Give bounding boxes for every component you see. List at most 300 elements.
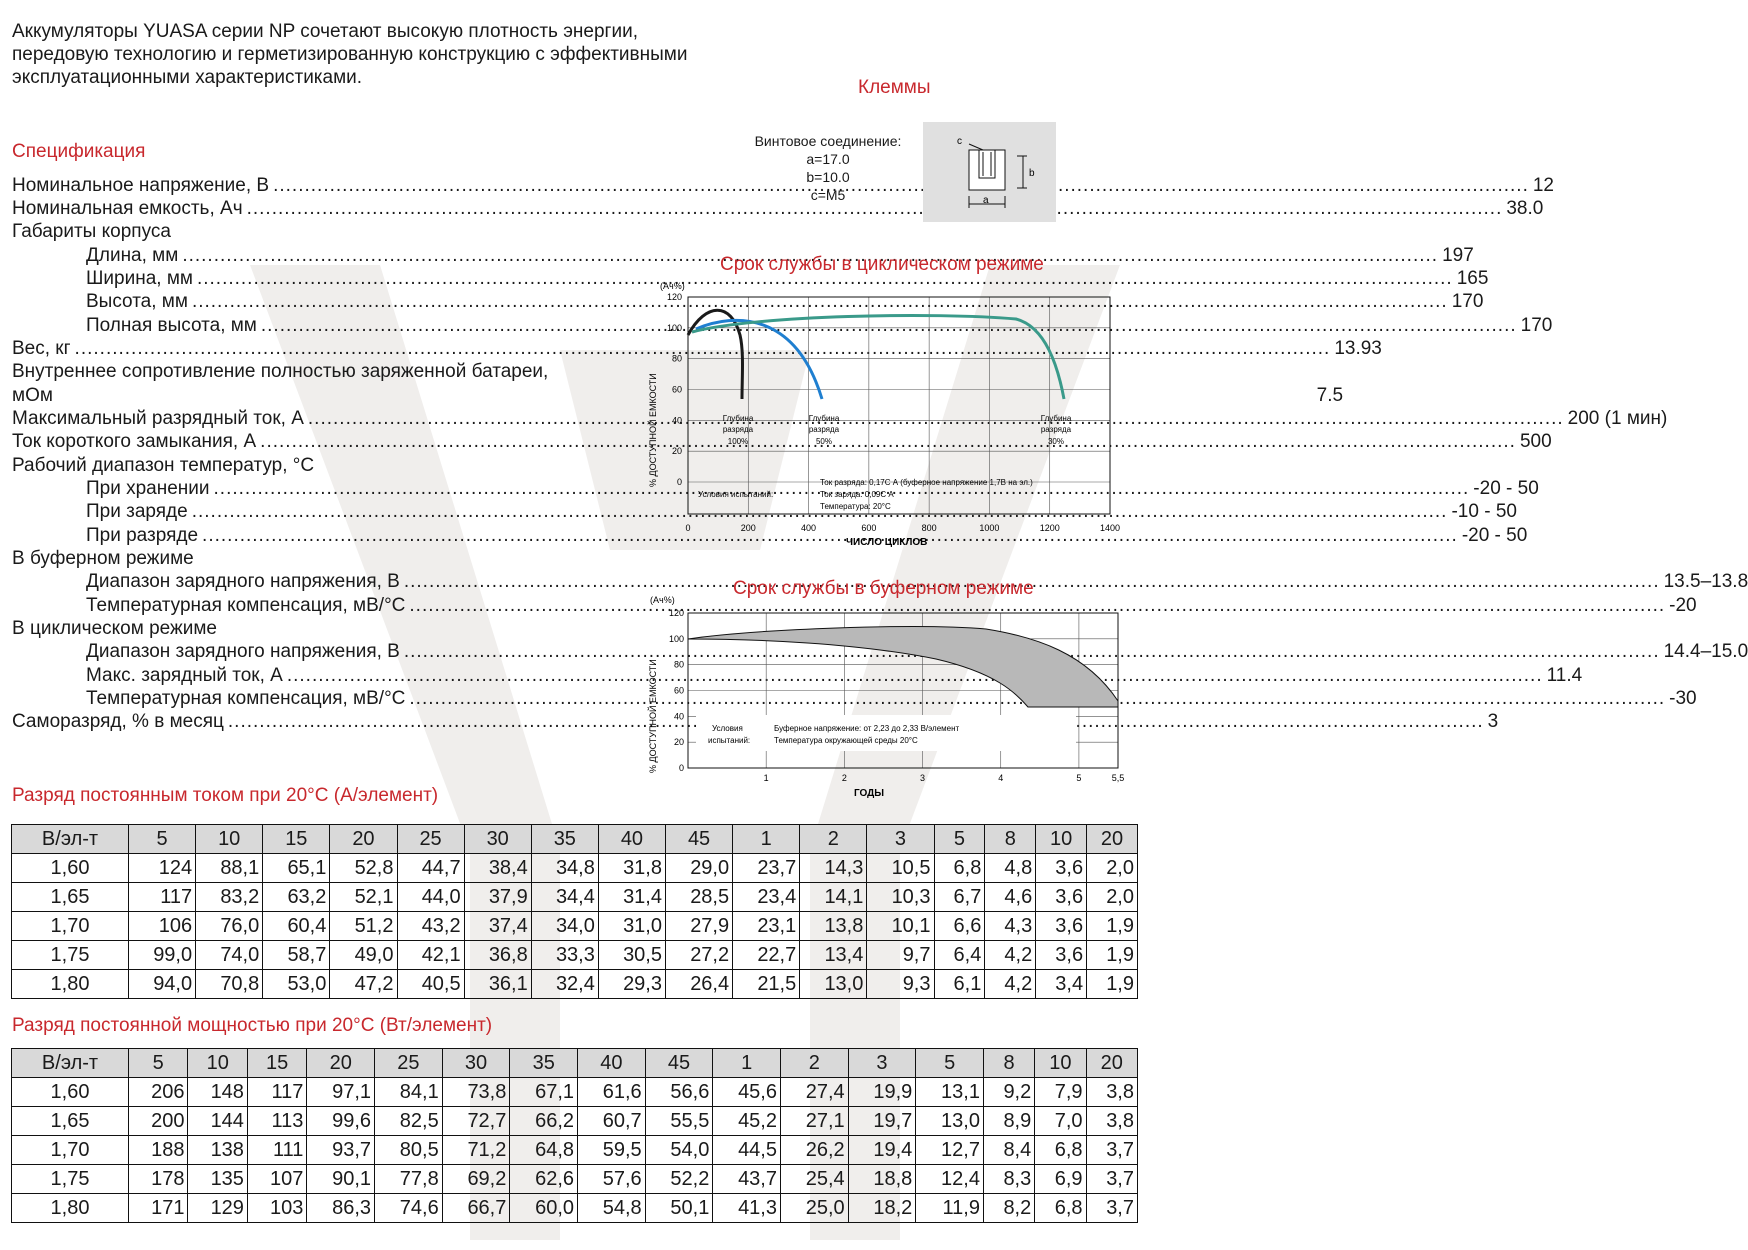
table-cell: 13,8 <box>800 912 867 941</box>
table-cell: 54,8 <box>578 1194 646 1223</box>
table-cell: 6,8 <box>1035 1194 1086 1223</box>
table-cell: 20 <box>1086 1049 1137 1078</box>
table-cell: 65,1 <box>263 854 330 883</box>
table-cell: 40,5 <box>397 970 464 999</box>
test-conditions-title: Условия испытаний: <box>698 490 774 499</box>
table-row <box>12 854 1138 883</box>
y-tick-label: 0 <box>676 477 682 487</box>
table-cell: 3,7 <box>1086 1194 1137 1223</box>
table-cell: 74,0 <box>196 941 263 970</box>
terminals-line: b=10.0 <box>806 169 850 185</box>
table-cell: 99,0 <box>129 941 196 970</box>
table-cell: 23,1 <box>733 912 800 941</box>
float-life-chart <box>636 593 1126 803</box>
table-cell: 73,8 <box>442 1078 510 1107</box>
table-cell: 30 <box>464 825 531 854</box>
table-cell: 19,4 <box>848 1136 916 1165</box>
table-cell: 57,6 <box>578 1165 646 1194</box>
y-tick-label: 20 <box>673 737 684 748</box>
table-cell: 30,5 <box>598 941 665 970</box>
spec-row: Номинальная емкость, Ач ..... 38.0 <box>12 197 605 220</box>
x-tick-label: 1 <box>763 773 769 783</box>
table-cell: 69,2 <box>442 1165 510 1194</box>
table-cell: 33,3 <box>531 941 598 970</box>
table-cell: 41,3 <box>713 1194 781 1223</box>
depth-50-label: Глубина <box>808 414 840 423</box>
table-cell: 3,6 <box>1036 912 1087 941</box>
table-cell: 40 <box>578 1049 646 1078</box>
table-cell: 20 <box>1087 825 1138 854</box>
test-conditions-title: Условия <box>712 724 743 733</box>
table-cell: 1,9 <box>1087 941 1138 970</box>
spec-title: Спецификация <box>12 141 146 162</box>
table-cell: 60,0 <box>510 1194 578 1223</box>
table-cell: 94,0 <box>129 970 196 999</box>
table-cell: 148 <box>188 1078 247 1107</box>
table-cell: 90,1 <box>307 1165 375 1194</box>
table-cell: 3,7 <box>1086 1165 1137 1194</box>
table-cell: 52,2 <box>645 1165 713 1194</box>
table-cell: 9,2 <box>983 1078 1034 1107</box>
table-cell: 171 <box>129 1194 188 1223</box>
table-cell: 10,3 <box>867 883 934 912</box>
table-cell: 188 <box>129 1136 188 1165</box>
x-tick-label: 0 <box>685 523 691 533</box>
table-cell: 13,1 <box>916 1078 984 1107</box>
table-cell: 10 <box>196 825 263 854</box>
table-cell: 63,2 <box>263 883 330 912</box>
table-cell: 43,7 <box>713 1165 781 1194</box>
terminal-label-a: a <box>983 195 989 206</box>
table-cell: 15 <box>247 1049 306 1078</box>
y-tick-label: 80 <box>673 659 684 670</box>
table-cell: 83,2 <box>196 883 263 912</box>
power-discharge-table <box>11 1048 1138 1223</box>
spec-row: Макс. зарядный ток, А ..... 11.4 <box>86 664 608 687</box>
table-cell: 6,9 <box>1035 1165 1086 1194</box>
table-cell: 1,75 <box>12 1165 129 1194</box>
table-cell: 34,8 <box>531 854 598 883</box>
table-cell: 129 <box>188 1194 247 1223</box>
table-cell: 2,0 <box>1087 854 1138 883</box>
table-row <box>12 1136 1138 1165</box>
table-row <box>12 1078 1138 1107</box>
table-cell: В/эл-т <box>12 1049 129 1078</box>
table-cell: 1,60 <box>12 854 129 883</box>
table-cell: 40 <box>598 825 665 854</box>
spec-row: В циклическом режиме <box>12 618 217 639</box>
table-cell: 124 <box>129 854 196 883</box>
depth-100-label: Глубина <box>722 414 754 423</box>
table-cell: 45 <box>666 825 733 854</box>
table-cell: 12,4 <box>916 1165 984 1194</box>
table-cell: 1,70 <box>12 912 129 941</box>
table-cell: 19,9 <box>848 1078 916 1107</box>
table-cell: 5 <box>129 825 196 854</box>
table-row <box>12 883 1138 912</box>
x-tick-label: 600 <box>861 523 877 533</box>
table-cell: 34,0 <box>531 912 598 941</box>
table-cell: 60,4 <box>263 912 330 941</box>
table-cell: 1,60 <box>12 1078 129 1107</box>
table-cell: 103 <box>247 1194 306 1223</box>
test-conditions-line: Буферное напряжение: от 2,23 до 2,33 В/элемент <box>774 724 960 733</box>
table-cell: 71,2 <box>442 1136 510 1165</box>
table-cell: 3 <box>848 1049 916 1078</box>
table-cell: 70,8 <box>196 970 263 999</box>
spec-row: Температурная компенсация, мВ/°С ..... -30 <box>86 687 606 710</box>
table-cell: 3,6 <box>1036 854 1087 883</box>
table-cell: 45,2 <box>713 1107 781 1136</box>
table-cell: 36,8 <box>464 941 531 970</box>
depth-100-label: 100% <box>727 437 749 446</box>
table-cell: 4,8 <box>985 854 1036 883</box>
table-cell: 3,4 <box>1036 970 1087 999</box>
table-cell: 9,3 <box>867 970 934 999</box>
table-cell: 111 <box>247 1136 306 1165</box>
table-cell: 1,75 <box>12 941 129 970</box>
table-cell: 44,0 <box>397 883 464 912</box>
table-cell: 7,0 <box>1035 1107 1086 1136</box>
table-cell: 72,7 <box>442 1107 510 1136</box>
table-cell: 5 <box>129 1049 188 1078</box>
table-row <box>12 1107 1138 1136</box>
table-cell: 97,1 <box>307 1078 375 1107</box>
table-cell: 8 <box>985 825 1036 854</box>
table-cell: 3,6 <box>1036 883 1087 912</box>
y-tick-label: 0 <box>678 763 684 773</box>
x-axis-label: ГОДЫ <box>854 788 885 799</box>
table-cell: 10 <box>1035 1049 1086 1078</box>
table-cell: 3 <box>867 825 934 854</box>
table-cell: 31,8 <box>598 854 665 883</box>
spec-row: При разряде ..... -20 - 50 <box>86 524 610 547</box>
table-cell: 31,4 <box>598 883 665 912</box>
spec-row: Саморазряд, % в месяц ..... 3 <box>12 710 608 733</box>
table-cell: 13,0 <box>800 970 867 999</box>
table-cell: 66,7 <box>442 1194 510 1223</box>
y-unit-label: (Ач%) <box>650 595 675 605</box>
test-conditions-line: Ток заряда: 0,09С А <box>820 490 894 499</box>
current-discharge-table <box>11 824 1138 999</box>
table-cell: 10 <box>1036 825 1087 854</box>
table-cell: 6,4 <box>934 941 985 970</box>
table-cell: 93,7 <box>307 1136 375 1165</box>
table-cell: 55,5 <box>645 1107 713 1136</box>
table-cell: 58,7 <box>263 941 330 970</box>
x-tick-label: 2 <box>841 773 847 783</box>
x-tick-label: 1200 <box>1039 523 1060 533</box>
table-cell: 6,8 <box>934 854 985 883</box>
table-cell: 27,4 <box>781 1078 849 1107</box>
table-cell: 52,8 <box>330 854 397 883</box>
terminal-diagram <box>923 122 1056 222</box>
terminals-line: c=M5 <box>810 187 846 203</box>
table-cell: 66,2 <box>510 1107 578 1136</box>
table-row <box>12 941 1138 970</box>
table-cell: 23,7 <box>733 854 800 883</box>
table-cell: 76,0 <box>196 912 263 941</box>
y-tick-label: 100 <box>666 322 682 333</box>
table-cell: 3,8 <box>1086 1107 1137 1136</box>
depth-30-label: 30% <box>1047 437 1065 446</box>
table-cell: 82,5 <box>375 1107 443 1136</box>
table-row <box>12 1165 1138 1194</box>
table-cell: 50,1 <box>645 1194 713 1223</box>
table-cell: 1,65 <box>12 883 129 912</box>
table-cell: 38,4 <box>464 854 531 883</box>
power-table-title: Разряд постоянной мощностью при 20°С (Вт/элемент) <box>12 1015 493 1036</box>
table-cell: 1,65 <box>12 1107 129 1136</box>
table-cell: 3,8 <box>1086 1078 1137 1107</box>
table-cell: 5 <box>916 1049 984 1078</box>
table-cell: 18,8 <box>848 1165 916 1194</box>
table-cell: 14,1 <box>800 883 867 912</box>
table-cell: 13,4 <box>800 941 867 970</box>
x-axis-label: ЧИСЛО ЦИКЛОВ <box>846 537 928 548</box>
table-cell: 74,6 <box>375 1194 443 1223</box>
table-cell: 51,2 <box>330 912 397 941</box>
table-cell: 26,4 <box>666 970 733 999</box>
table-cell: 23,4 <box>733 883 800 912</box>
table-cell: 35 <box>510 1049 578 1078</box>
table-cell: 53,0 <box>263 970 330 999</box>
test-conditions-line: Температура окружающей среды 20°С <box>774 736 918 745</box>
table-cell: 60,7 <box>578 1107 646 1136</box>
spec-row: Максимальный разрядный ток, А ..... 200 (1 мин) <box>12 407 610 430</box>
intro-text: Аккумуляторы YUASA серии NP сочетают высокую плотность энергии, передовую технологию и герметизированную конструкцию с эффективными эксплуатационными характеристиками. <box>12 21 688 88</box>
table-cell: 4,6 <box>985 883 1036 912</box>
table-row <box>12 1194 1138 1223</box>
terminals-title: Клеммы <box>858 77 931 98</box>
depth-100-label: разряда <box>722 425 754 434</box>
x-tick-label: 1400 <box>1099 523 1121 533</box>
table-cell: 8 <box>983 1049 1034 1078</box>
y-axis-label: % ДОСТУПНОЙ ЕМКОСТИ <box>648 659 658 773</box>
table-cell: 42,1 <box>397 941 464 970</box>
y-tick-label: 120 <box>666 292 682 302</box>
table-cell: 6,7 <box>934 883 985 912</box>
table-cell: 11,9 <box>916 1194 984 1223</box>
table-cell: 10 <box>188 1049 247 1078</box>
spec-row: Высота, мм ..... 170 <box>86 290 610 313</box>
table-cell: 15 <box>263 825 330 854</box>
table-cell: 45,6 <box>713 1078 781 1107</box>
table-cell: 99,6 <box>307 1107 375 1136</box>
x-tick-label: 800 <box>921 523 937 533</box>
table-cell: 37,9 <box>464 883 531 912</box>
terminals-line: Винтовое соединение: <box>754 133 902 149</box>
table-cell: 206 <box>129 1078 188 1107</box>
current-table-title: Разряд постоянным током при 20°С (А/элемент) <box>12 785 439 806</box>
table-header-row <box>12 825 1138 854</box>
table-cell: 2 <box>800 825 867 854</box>
y-tick-label: 40 <box>673 711 684 722</box>
table-cell: 27,2 <box>666 941 733 970</box>
table-cell: 43,2 <box>397 912 464 941</box>
depth-30-label: разряда <box>1040 425 1072 434</box>
table-cell: 4,3 <box>985 912 1036 941</box>
table-cell: 8,9 <box>983 1107 1034 1136</box>
table-cell: 77,8 <box>375 1165 443 1194</box>
table-cell: 20 <box>330 825 397 854</box>
table-cell: 106 <box>129 912 196 941</box>
table-cell: 4,2 <box>985 941 1036 970</box>
table-cell: 113 <box>247 1107 306 1136</box>
table-cell: 67,1 <box>510 1078 578 1107</box>
table-cell: 20 <box>307 1049 375 1078</box>
spec-row: Внутреннее сопротивление полностью заряженной батареи, <box>12 361 549 382</box>
table-cell: 6,1 <box>934 970 985 999</box>
spec-row: мОм 7.5 <box>12 385 1344 406</box>
table-cell: 1,80 <box>12 970 129 999</box>
table-cell: 14,3 <box>800 854 867 883</box>
depth-50-label: 50% <box>815 437 833 446</box>
x-tick-label: 5 <box>1076 773 1082 783</box>
terminal-label-c: c <box>957 136 962 147</box>
table-header-row <box>12 1049 1138 1078</box>
spec-row: Длина, мм ..... 197 <box>86 244 610 267</box>
table-cell: В/эл-т <box>12 825 129 854</box>
table-cell: 5 <box>934 825 985 854</box>
test-conditions-title: испытаний: <box>708 736 751 745</box>
table-cell: 62,6 <box>510 1165 578 1194</box>
table-cell: 144 <box>188 1107 247 1136</box>
y-tick-label: 20 <box>671 446 682 457</box>
series-depth-50 <box>696 320 822 399</box>
table-cell: 34,4 <box>531 883 598 912</box>
table-cell: 1,80 <box>12 1194 129 1223</box>
y-axis-label: % ДОСТУПНОЙ ЕМКОСТИ <box>648 373 658 487</box>
spec-row: Полная высота, мм ..... 170 <box>86 314 610 337</box>
x-tick-label: 3 <box>920 773 926 783</box>
table-cell: 13,0 <box>916 1107 984 1136</box>
table-cell: 25,4 <box>781 1165 849 1194</box>
y-unit-label: (Ач%) <box>660 281 685 291</box>
table-cell: 117 <box>129 883 196 912</box>
spec-row: Ток короткого замыкания, А ..... 500 <box>12 430 610 453</box>
table-cell: 54,0 <box>645 1136 713 1165</box>
table-cell: 18,2 <box>848 1194 916 1223</box>
table-cell: 31,0 <box>598 912 665 941</box>
table-cell: 6,6 <box>934 912 985 941</box>
terminals-spec <box>736 132 920 204</box>
cycle-chart-title: Срок службы в циклическом режиме <box>720 254 1044 275</box>
table-cell: 61,6 <box>578 1078 646 1107</box>
x-tick-label: 5,5 <box>1111 773 1125 783</box>
table-cell: 84,1 <box>375 1078 443 1107</box>
x-tick-label: 4 <box>998 773 1004 783</box>
table-cell: 25 <box>397 825 464 854</box>
table-cell: 29,0 <box>666 854 733 883</box>
table-cell: 135 <box>188 1165 247 1194</box>
spec-row: Вес, кг ..... 13.93 <box>12 337 608 360</box>
table-cell: 25 <box>375 1049 443 1078</box>
table-cell: 80,5 <box>375 1136 443 1165</box>
y-tick-label: 120 <box>668 608 684 618</box>
table-cell: 2 <box>781 1049 849 1078</box>
test-conditions-line: Температура: 20°С <box>820 502 891 511</box>
spec-row: При заряде ..... -10 - 50 <box>86 500 610 523</box>
table-cell: 2,0 <box>1087 883 1138 912</box>
y-tick-label: 80 <box>671 353 682 364</box>
y-tick-label: 60 <box>673 685 684 696</box>
table-cell: 12,7 <box>916 1136 984 1165</box>
table-cell: 32,4 <box>531 970 598 999</box>
spec-row: В буферном режиме <box>12 548 194 569</box>
table-cell: 4,2 <box>985 970 1036 999</box>
table-cell: 1,9 <box>1087 970 1138 999</box>
table-cell: 200 <box>129 1107 188 1136</box>
table-cell: 47,2 <box>330 970 397 999</box>
table-cell: 56,6 <box>645 1078 713 1107</box>
table-cell: 88,1 <box>196 854 263 883</box>
spec-row: Габариты корпуса <box>12 221 171 242</box>
y-tick-label: 60 <box>671 384 682 395</box>
y-tick-label: 100 <box>668 633 684 644</box>
table-cell: 19,7 <box>848 1107 916 1136</box>
table-cell: 117 <box>247 1078 306 1107</box>
table-cell: 27,9 <box>666 912 733 941</box>
table-cell: 29,3 <box>598 970 665 999</box>
float-chart-title: Срок службы в буферном режиме <box>733 578 1034 599</box>
x-tick-label: 400 <box>801 523 817 533</box>
table-cell: 64,8 <box>510 1136 578 1165</box>
table-cell: 44,5 <box>713 1136 781 1165</box>
table-cell: 1,70 <box>12 1136 129 1165</box>
spec-row: Номинальное напряжение, В ..... 12 <box>12 174 610 197</box>
table-row <box>12 970 1138 999</box>
table-cell: 28,5 <box>666 883 733 912</box>
table-cell: 25,0 <box>781 1194 849 1223</box>
terminal-label-b: b <box>1029 168 1035 179</box>
cycle-life-chart <box>636 277 1121 552</box>
spec-row: Рабочий диапазон температур, °С <box>12 455 315 476</box>
terminals-line: a=17.0 <box>806 151 850 167</box>
table-cell: 21,5 <box>733 970 800 999</box>
spec-row: Диапазон зарядного напряжения, В ..... 13.5–13.8 <box>86 570 610 593</box>
test-conditions-line: Ток разряда: 0,17С А (буферное напряжение 1,7В на эл.) <box>820 478 1033 487</box>
table-cell: 138 <box>188 1136 247 1165</box>
table-cell: 36,1 <box>464 970 531 999</box>
table-cell: 10,5 <box>867 854 934 883</box>
spec-row: Температурная компенсация, мВ/°С ..... -20 <box>86 594 606 617</box>
table-cell: 45 <box>645 1049 713 1078</box>
table-cell: 10,1 <box>867 912 934 941</box>
table-cell: 52,1 <box>330 883 397 912</box>
table-row <box>12 912 1138 941</box>
x-tick-label: 1000 <box>979 523 1000 533</box>
table-cell: 9,7 <box>867 941 934 970</box>
table-cell: 44,7 <box>397 854 464 883</box>
table-cell: 7,9 <box>1035 1078 1086 1107</box>
table-cell: 3,7 <box>1086 1136 1137 1165</box>
table-cell: 107 <box>247 1165 306 1194</box>
table-cell: 59,5 <box>578 1136 646 1165</box>
spec-row: При хранении ..... -20 - 50 <box>86 477 610 500</box>
table-cell: 27,1 <box>781 1107 849 1136</box>
spec-row: Диапазон зарядного напряжения, В ..... 14.4–15.0 <box>86 640 610 663</box>
table-cell: 30 <box>442 1049 510 1078</box>
depth-50-label: разряда <box>808 425 840 434</box>
table-cell: 22,7 <box>733 941 800 970</box>
table-cell: 6,8 <box>1035 1136 1086 1165</box>
table-cell: 1 <box>733 825 800 854</box>
table-cell: 8,4 <box>983 1136 1034 1165</box>
table-cell: 178 <box>129 1165 188 1194</box>
table-cell: 8,2 <box>983 1194 1034 1223</box>
x-tick-label: 200 <box>740 523 756 533</box>
